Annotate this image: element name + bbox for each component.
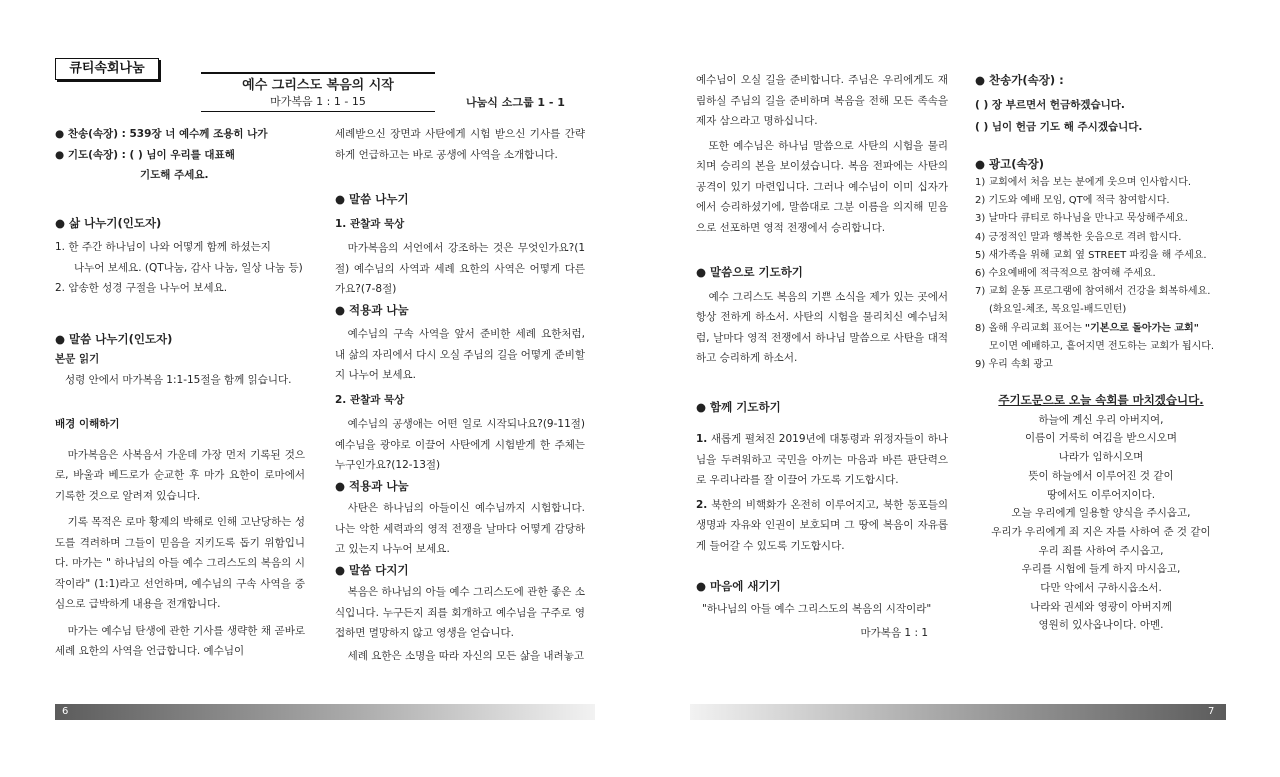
prayer-topic-1	[696, 429, 948, 491]
lords-prayer-line: 땅에서도 이루어지이다.	[1046, 488, 1156, 501]
col3-intro-text-2: 또한 예수님은 하나님 말씀으로 사탄의 시험을 물리치며 승리의 본을 보이셨습니다. 복음 전파에는 사탄의 공격이 있기 마련입니다. 그러나 예수님이 이미 십자가에서 승리하셨기에, 말씀대로 그분 이름을 의지해 믿음으로 선포하면 영적 전쟁에서 승리합니다.	[696, 139, 948, 234]
announcement-item: 4) 긍정적인 말과 행복한 웃음으로 격려 합시다.	[975, 231, 1182, 243]
column-3	[696, 70, 948, 644]
prayer-topic-1-number: 1.	[696, 433, 708, 445]
hymn-offering-line-2: ( ) 님이 헌금 기도 해 주시겠습니다.	[975, 121, 1143, 133]
word-sharing-heading: ● 말씀 나누기(인도자)	[55, 331, 173, 346]
column-1	[55, 124, 305, 662]
application-1-text: 예수님의 구속 사역을 앞서 준비한 세례 요한처럼, 내 삶의 자리에서 다시 오실 주님의 길을 어떻게 준비할지 나누어 보세요.	[335, 328, 585, 381]
background-paragraph-1: 마가복음은 사복음서 가운데 가장 먼저 기록된 것으로, 바울과 베드로가 순교한 후 마가 요한이 로마에서 기록한 것으로 알려져 있습니다.	[55, 448, 305, 502]
background-paragraph-3: 마가는 예수님 탄생에 관한 기사를 생략한 채 곧바로 세례 요한의 사역을 언급합니다. 예수님이	[55, 624, 305, 657]
background-heading: 배경 이해하기	[55, 418, 120, 430]
life-item-2: 2. 암송한 성경 구절을 나누어 보세요.	[55, 282, 228, 294]
lords-prayer	[975, 411, 1227, 635]
pray-with-word-text: 예수 그리스도 복음의 기쁜 소식을 제가 있는 곳에서 항상 전하게 하소서. 사탄의 시험을 물리치신 예수님처럼, 날마다 영적 전쟁에서 하나님 말씀으로 사탄을 대적하고 승리하게 하소서.	[696, 290, 948, 364]
resolve-heading: ● 말씀 다지기	[335, 562, 409, 577]
column-4	[975, 70, 1227, 635]
engrave-reference: 마가복음 1 : 1	[860, 627, 928, 639]
lords-prayer-line: 우리가 우리에게 죄 지은 자를 사하여 준 것 같이	[991, 525, 1211, 538]
life-item-1: 1. 한 주간 하나님이 나와 어떻게 함께 하셨는지	[55, 241, 271, 253]
engrave-heading: ● 마음에 새기기	[696, 579, 781, 593]
observation-2-heading: 2. 관찰과 묵상	[335, 393, 405, 406]
announcement-item: 1) 교회에서 처음 보는 분에게 웃으며 인사합시다.	[975, 177, 1192, 188]
hymn-offering-line-1: ( ) 장 부르면서 헌금하겠습니다.	[975, 98, 1125, 111]
brand-box: 큐티속회나눔	[55, 58, 159, 80]
small-group-label: 나눔식 소그룹 1 - 1	[466, 96, 565, 109]
lords-prayer-line: 나라가 임하시오며	[1058, 451, 1144, 464]
reading-heading: 본문 읽기	[55, 353, 100, 365]
lords-prayer-line: 하늘에 계신 우리 아버지여,	[1038, 413, 1164, 426]
observation-1-heading: 1. 관찰과 묵상	[335, 217, 405, 230]
lords-prayer-line: 오늘 우리에게 일용할 양식을 주시옵고,	[1011, 507, 1191, 520]
background-paragraph-2: 기록 목적은 로마 황제의 박해로 인해 고난당하는 성도를 격려하며 그들이 믿음을 지키도록 돕기 위함입니다. 마가는 " 하나님의 아들 예수 그리스도의 복음의 시작이라" (1:1)라고 선언하며, 예수님의 구속 사역을 중심으로 급박하게 내용을 전개합니다.	[55, 516, 305, 610]
prayer-topic-2-number: 2.	[696, 498, 708, 511]
prayer-topic-2-text: 북한의 비핵화가 온전히 이루어지고, 북한 동포들의 생명과 자유와 인권이 보호되며 그 땅에 복음이 자유롭게 들어갈 수 있도록 기도합시다.	[696, 498, 948, 552]
footer-bar-left	[55, 704, 595, 720]
prayer-line-2: 기도해 주세요.	[140, 169, 209, 181]
prayer-line: ● 기도(속장) : ( ) 님이 우리를 대표해	[55, 148, 235, 161]
lords-prayer-line: 나라와 권세와 영광이 아버지께	[1030, 600, 1172, 613]
life-sharing-heading: ● 삶 나누기(인도자)	[55, 215, 162, 230]
lesson-title-block	[201, 72, 435, 112]
announcement-item: 9) 우리 속회 광고	[975, 359, 1053, 371]
pray-with-word-heading: ● 말씀으로 기도하기	[696, 265, 803, 279]
col3-intro-text: 예수님이 오실 길을 준비합니다. 주님은 우리에게도 재림하실 주님의 길을 준비하며 복음을 전해 모든 족속을 제자 삼으라고 명하십니다.	[696, 74, 948, 127]
resolve-text: 복음은 하나님의 아들 예수 그리스도에 관한 좋은 소식입니다. 누구든지 죄를 회개하고 예수님을 구주로 영접하면 멸망하지 않고 영생을 얻습니다.	[335, 586, 585, 639]
announcement-item: 6) 수요예배에 적극적으로 참여해 주세요.	[975, 268, 1156, 280]
lords-prayer-line: 다만 악에서 구하시옵소서.	[1040, 582, 1162, 595]
lesson-scripture: 마가복음 1 : 1 - 15	[270, 95, 366, 108]
pray-together-heading: ● 함께 기도하기	[696, 399, 781, 414]
announcements-list	[975, 174, 1227, 374]
lords-prayer-line: 영원히 있사옵나이다. 아멘.	[1038, 619, 1164, 632]
prayer-topic-1-text: 새롭게 펼쳐진 2019년에 대통령과 위정자들이 하나님을 두려워하고 국민을 아끼는 마음과 바른 판단력으로 우리나라를 잘 이끌어 가도록 기도합시다.	[696, 433, 948, 486]
closing-heading: 주기도문으로 오늘 속회를 마치겠습니다.	[998, 393, 1204, 408]
observation-2-text: 예수님의 공생애는 어떤 일로 시작되나요?(9-11절) 예수님을 광야로 이끌어 사탄에게 시험받게 한 주체는 누구인가요?(12-13절)	[335, 418, 585, 471]
lesson-title: 예수 그리스도 복음의 시작	[242, 78, 394, 93]
lords-prayer-line: 우리를 시험에 들게 하지 마시옵고,	[1021, 563, 1181, 576]
col2-intro-text: 세례받으신 장면과 사탄에게 시험 받으신 기사를 간략하게 언급하고는 바로 공생에 사역을 소개합니다.	[335, 128, 585, 161]
announcement-item: 3) 날마다 큐티로 하나님을 만나고 묵상해주세요.	[975, 213, 1188, 225]
application-2-heading: ● 적용과 나눔	[335, 478, 409, 493]
word-share-heading: ● 말씀 나누기	[335, 192, 409, 206]
announcement-item: 5) 새가족을 위해 교회 옆 STREET 파킹을 해 주세요.	[975, 249, 1207, 261]
reading-text: 성령 안에서 마가복음 1:1-15절을 함께 읽습니다.	[65, 373, 292, 386]
life-item-1b: 나누어 보세요. (QT나눔, 감사 나눔, 일상 나눔 등)	[74, 261, 303, 274]
lords-prayer-line: 뜻이 하늘에서 이루어진 것 같이	[1028, 469, 1174, 482]
resolve-text-2: 세례 요한은 소명을 따라 자신의 모든 삶을 내려놓고	[347, 649, 584, 662]
lords-prayer-line: 이름이 거룩히 여김을 받으시오며	[1024, 432, 1177, 445]
lords-prayer-line: 우리 죄를 사하여 주시옵고,	[1038, 544, 1164, 557]
announcement-item-sub: 모이면 예배하고, 흩어지면 전도하는 교회가 됩시다.	[989, 340, 1215, 352]
hymn-offering-heading: ● 찬송가(속장) :	[975, 73, 1064, 87]
application-1-heading: ● 적용과 나눔	[335, 302, 409, 317]
announcement-item: 2) 기도와 예배 모임, QT에 적극 참여합시다.	[975, 195, 1170, 207]
observation-1-text: 마가복음의 서언에서 강조하는 것은 무엇인가요?(1절) 예수님의 사역과 세례 요한의 사역은 어떻게 다른가요?(7-8절)	[335, 242, 585, 295]
announcement-motto: "기본으로 돌아가는 교회"	[1084, 322, 1199, 334]
announcement-item: 7) 교회 운동 프로그램에 참여해서 건강을 회복하세요.	[975, 286, 1211, 298]
footer-bar-right	[690, 704, 1226, 720]
application-2-text: 사탄은 하나님의 아들이신 예수님까지 시험합니다. 나는 악한 세력과의 영적 전쟁을 날마다 어떻게 감당하고 있는지 나누어 보세요.	[335, 502, 585, 555]
column-2	[335, 124, 585, 666]
page-number-right: 7	[1208, 706, 1215, 717]
announcement-motto-prefix: 8) 올해 우리교회 표어는	[975, 322, 1085, 334]
engrave-verse: "하나님의 아들 예수 그리스도의 복음의 시작이라"	[702, 602, 932, 615]
page-number-left: 6	[62, 706, 69, 717]
prayer-topic-2	[696, 495, 948, 557]
announcement-item-sub: (화요일-체조, 목요일-배드민턴)	[989, 304, 1127, 316]
hymn-line: ● 찬송(속장) : 539장 너 예수께 조용히 나가	[55, 128, 268, 140]
announcements-heading: ● 광고(속장)	[975, 156, 1044, 171]
announcement-item	[975, 320, 1227, 338]
